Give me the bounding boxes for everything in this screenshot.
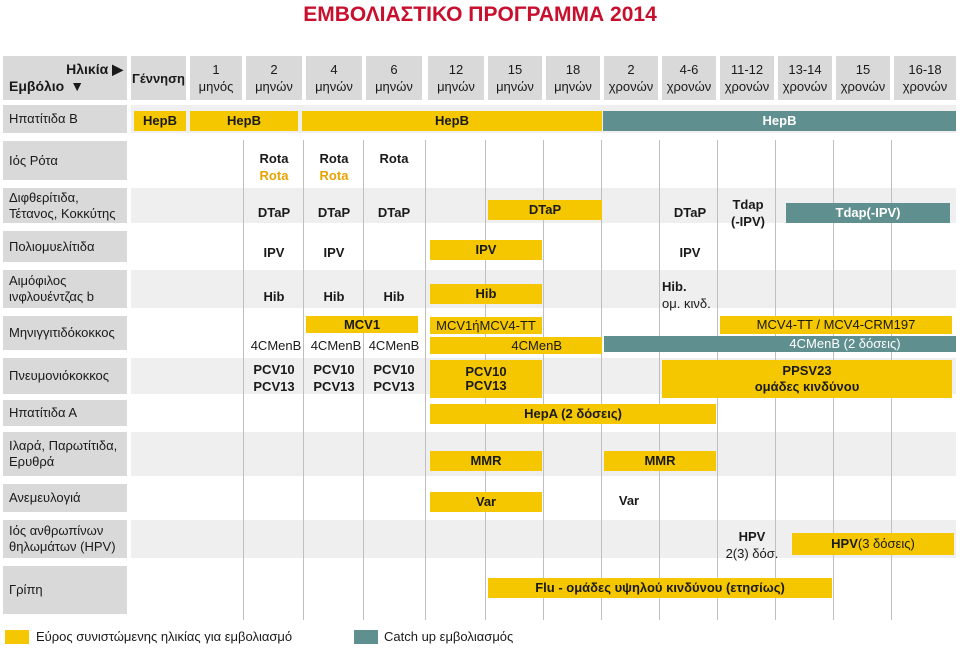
- mmr-1-bar: MMR: [430, 451, 542, 471]
- header-col-11-value: 13-14: [788, 62, 822, 77]
- header-col-12-unit: χρονών: [840, 79, 886, 94]
- legend-catchup-swatch: [354, 630, 378, 644]
- header-col-2: [246, 56, 302, 100]
- hpv-label: HPV 2(3) δόσ.: [725, 529, 779, 561]
- ppsv23-bar: PPSV23 ομάδες κινδύνου: [662, 360, 952, 398]
- row-label-text-1: Ιός Ρότα: [9, 152, 58, 168]
- header-col-10: [720, 56, 774, 100]
- hepb-1-bar: HepB: [190, 111, 298, 131]
- mcv4-catchup-bar: MCV4-TT / MCV4-CRM197: [720, 316, 952, 334]
- dtap-46-label: DTaP: [673, 205, 707, 220]
- header-col-10-value: 11-12: [730, 62, 764, 77]
- menb-6-label: 4CMenB: [368, 338, 420, 353]
- header-col-7-unit: μηνών: [554, 79, 592, 94]
- header-col-0: [131, 56, 186, 100]
- dtap-4-label: DTaP: [317, 205, 351, 220]
- header-col-7-value: 18: [565, 62, 581, 77]
- mcv1-bar: MCV1: [306, 316, 418, 333]
- hib-12-bar: Hib: [430, 284, 542, 304]
- legend-recommended-label: Εύρος συνιστώμενης ηλικίας για εμβολιασμό: [36, 629, 293, 644]
- header-col-9-unit: χρονών: [666, 79, 712, 94]
- row-label-text-7: Ηπατίτιδα Α: [9, 405, 78, 420]
- var-2-label: Var: [618, 493, 640, 508]
- pcv-2-label: PCV10 PCV13: [253, 362, 295, 394]
- header-col-8: [604, 56, 658, 100]
- header-col-7: [546, 56, 600, 100]
- hpv-catchup-bar: HPV (3 δόσεις): [792, 533, 954, 555]
- page-title: ΕΜΒΟΛΙΑΣΤΙΚΟ ΠΡΟΓΡΑΜΜΑ 2014: [303, 3, 657, 26]
- header-col-10-unit: χρονών: [724, 79, 770, 94]
- mmr-2-bar: MMR: [604, 451, 716, 471]
- hib-4-label: Hib: [323, 289, 345, 304]
- row-label-text-4: Αιμόφιλος ινφλουέντζας b: [9, 273, 94, 304]
- row-label-text-2: Διφθερίτιδα, Τέτανος, Κοκκύτης: [9, 189, 116, 221]
- menb-4-label: 4CMenB: [310, 338, 362, 353]
- tdap-label: Tdap (-IPV): [731, 197, 765, 229]
- row-label-text-9: Ανεμευλογιά: [9, 490, 81, 505]
- header-col-9-value: 4-6: [679, 62, 699, 77]
- header-col-13-unit: χρονών: [902, 79, 948, 94]
- ipv-4-label: IPV: [323, 245, 345, 260]
- mcv1-mcv4-bar: MCV1ήMCV4-TT: [430, 317, 542, 334]
- hepb-2-bar: HepB: [302, 111, 602, 131]
- col-separator-1: [303, 140, 304, 620]
- col-separator-3: [425, 140, 426, 620]
- header-corner: [3, 56, 127, 100]
- header-col-4-value: 6: [390, 62, 398, 77]
- header-col-6-unit: μηνών: [496, 79, 534, 94]
- pcv-6-label: PCV10 PCV13: [373, 362, 415, 394]
- legend-recommended-swatch: [5, 630, 29, 644]
- row-label-11: [3, 566, 127, 614]
- play-right-icon: ▶: [112, 61, 123, 77]
- dtap-2-label: DTaP: [257, 205, 291, 220]
- header-col-12: [836, 56, 890, 100]
- header-col-2-value: 2: [270, 62, 278, 77]
- col-separator-0: [243, 140, 244, 620]
- header-col-5-value: 12: [448, 62, 464, 77]
- ipv-46-label: IPV: [679, 245, 701, 260]
- header-col-11: [778, 56, 832, 100]
- row-label-text-0: Ηπατίτιδα Β: [9, 111, 78, 126]
- header-col-5: [428, 56, 484, 100]
- header-col-8-unit: χρονών: [608, 79, 654, 94]
- row-label-2: [3, 188, 127, 223]
- header-col-1-value: 1: [212, 62, 220, 77]
- hepb-birth-bar: HepB: [134, 111, 186, 131]
- header-col-2-unit: μηνών: [255, 79, 293, 94]
- row-label-text-3: Πολιομυελίτιδα: [9, 238, 95, 254]
- header-col-1-unit: μηνός: [198, 79, 234, 94]
- header-col-6: [488, 56, 542, 100]
- caret-down-icon: ▼: [70, 78, 85, 94]
- legend-catchup-label: Catch up εμβολιασμός: [384, 629, 514, 644]
- row-label-text-5: Μηνιγγιτιδόκοκκος: [9, 325, 115, 340]
- header-col-8-value: 2: [627, 62, 635, 77]
- var-1-bar: Var: [430, 492, 542, 512]
- row-label-text-8: Ιλαρά, Παρωτίτιδα, Ερυθρά: [9, 438, 118, 469]
- header-col-6-value: 15: [507, 62, 523, 77]
- header-col-3: [306, 56, 362, 100]
- tdap-catchup-bar: Tdap(-IPV): [786, 203, 950, 223]
- rota-4-label: Rota Rota: [319, 151, 349, 183]
- pcv-12-bar: PCV10 PCV13: [430, 360, 542, 398]
- row-label-0: [3, 105, 127, 133]
- row-label-text-11: Γρίπη: [9, 582, 43, 597]
- header-col-9: [662, 56, 716, 100]
- rota-6-label: Rota: [379, 151, 409, 166]
- hib-6-label: Hib: [383, 289, 405, 304]
- pcv-4-label: PCV10 PCV13: [313, 362, 355, 394]
- vaccine-label: Εμβόλιο: [9, 78, 65, 94]
- header-col-3-value: 4: [330, 62, 338, 77]
- header-col-11-unit: χρονών: [782, 79, 828, 94]
- menb-2-label: 4CMenB: [250, 338, 302, 353]
- hepb-catchup-bar: HepB: [603, 111, 956, 131]
- menb-catchup-bar: 4CMenB (2 δόσεις): [604, 336, 956, 352]
- header-col-3-unit: μηνών: [315, 79, 353, 94]
- rota-2-label: Rota Rota: [259, 151, 289, 183]
- row-label-9: [3, 484, 127, 512]
- header-col-13: [894, 56, 956, 100]
- age-label: Ηλικία: [66, 61, 109, 77]
- row-label-10: [3, 520, 127, 558]
- col-separator-7: [659, 140, 660, 620]
- ipv-2-label: IPV: [263, 245, 285, 260]
- ipv-12-bar: IPV: [430, 240, 542, 260]
- row-label-6: [3, 358, 127, 394]
- row-label-1: [3, 141, 127, 180]
- hepa-bar: HepA (2 δόσεις): [430, 404, 716, 424]
- hib-2-label: Hib: [263, 289, 285, 304]
- header-col-5-unit: μηνών: [437, 79, 475, 94]
- header-col-13-value: 16-18: [908, 62, 942, 77]
- header-col-12-value: 15: [855, 62, 871, 77]
- row-label-7: [3, 400, 127, 426]
- header-col-1: [190, 56, 242, 100]
- row-label-5: [3, 316, 127, 350]
- dtap-6-label: DTaP: [377, 205, 411, 220]
- row-label-text-6: Πνευμονιόκοκκος: [9, 368, 110, 383]
- hib-46-label: Hib. ομ. κινδ.: [662, 279, 711, 311]
- row-label-text-10: Ιός ανθρωπίνων θηλωμάτων (HPV): [9, 523, 116, 554]
- row-label-4: [3, 270, 127, 308]
- header-col-4-unit: μηνών: [375, 79, 413, 94]
- header-col-4: [366, 56, 422, 100]
- dtap-15-bar: DTaP: [488, 200, 602, 220]
- header-col-0-value: Γέννηση: [132, 70, 185, 86]
- col-separator-2: [363, 140, 364, 620]
- flu-bar: Flu - ομάδες υψηλού κινδύνου (ετησίως): [488, 578, 832, 598]
- row-label-8: [3, 432, 127, 476]
- row-label-3: [3, 231, 127, 262]
- menb-12-bar: 4CMenB: [430, 337, 602, 354]
